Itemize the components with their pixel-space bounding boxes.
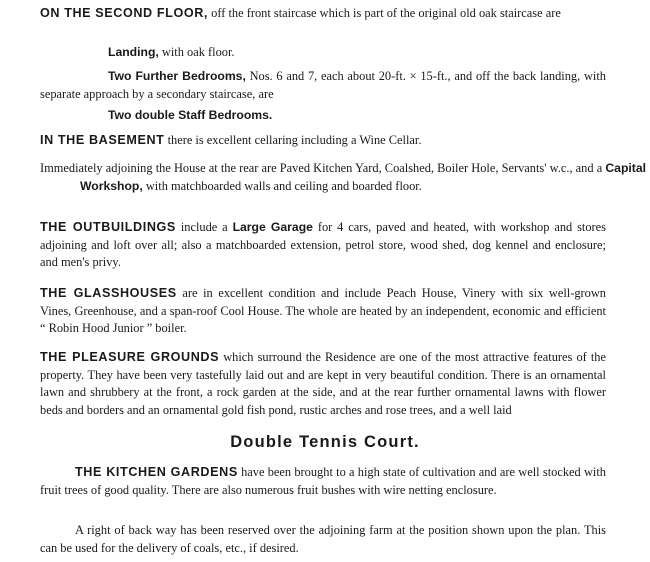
kitchen-gardens-heading: THE KITCHEN GARDENS	[75, 465, 238, 479]
second-floor-paragraph	[40, 5, 646, 23]
outbuildings-text-before: include a	[180, 220, 228, 234]
outbuildings-text-after: for 4 cars, paved and heated, with workshop and stores adjoining and loft over all; also a matchboarded extension, petrol store, wood shed, dog kennel and enclosure; and men's privy.	[40, 220, 607, 270]
pleasure-grounds-paragraph	[40, 349, 606, 419]
basement-text: there is excellent cellaring including a Wine Cellar.	[167, 133, 422, 147]
landing-paragraph	[108, 44, 608, 62]
workshop-label: Capital Workshop,	[80, 161, 646, 193]
right-of-way-text: A right of back way has been reserved over the adjoining farm at the position shown upon the plan. This can be used for the delivery of coals, etc., if desired.	[40, 523, 606, 555]
adjoining-text-before: Immediately adjoining the House at the rear are Paved Kitchen Yard, Coalshed, Boiler Hole, Servants' w.c., and a	[40, 161, 603, 175]
tennis-court-title: Double Tennis Court.	[230, 433, 420, 451]
glasshouses-text: are in excellent condition and include Peach House, Vinery with six well-grown Vines, Greenhouse, and a span-roof Cool House. The whole are heated by an independent, economic and efficient “ Robin Hood Junior ” boiler.	[40, 286, 606, 336]
basement-heading: IN THE BASEMENT	[40, 133, 165, 147]
staff-bedrooms-label: Two double Staff Bedrooms.	[108, 108, 273, 122]
landing-label: Landing,	[108, 45, 159, 59]
adjoining-text-after: with matchboarded walls and ceiling and boarded floor.	[145, 178, 422, 193]
kitchen-gardens-text: have been brought to a high state of cultivation and are well stocked with fruit trees of good quality. There are also numerous fruit bushes with wire netting enclosure.	[40, 465, 606, 497]
outbuildings-paragraph	[40, 219, 606, 272]
outbuildings-heading: THE OUTBUILDINGS	[40, 220, 176, 234]
glasshouses-paragraph	[40, 285, 606, 338]
kitchen-gardens-paragraph	[40, 464, 606, 499]
bedrooms-paragraph	[40, 68, 606, 103]
staff-bedrooms-paragraph	[108, 107, 608, 125]
bedrooms-text: Nos. 6 and 7, each about 20-ft. × 15-ft., and off the back landing, with separate approach by a secondary staircase, are	[40, 69, 606, 101]
pleasure-grounds-text: which surround the Residence are one of the most attractive features of the property. They have been very tastefully laid out and are kept in very beautiful condition. There is an ornamental lawn and shrubbery at the front, a rock garden at the side, and at the rear further ornamental lawns with flower beds and borders and an ornamental gold fish pond, rustic arches and rose trees, and a well laid	[40, 350, 606, 417]
right-of-way-paragraph	[40, 522, 606, 557]
adjoining-paragraph	[40, 160, 646, 195]
glasshouses-heading: THE GLASSHOUSES	[40, 286, 177, 300]
basement-paragraph	[40, 132, 610, 150]
garage-label: Large Garage	[232, 220, 313, 234]
landing-text: with oak floor.	[161, 45, 235, 59]
second-floor-heading: ON THE SECOND FLOOR,	[40, 6, 209, 20]
pleasure-grounds-heading: THE PLEASURE GROUNDS	[40, 350, 220, 364]
bedrooms-label: Two Further Bedrooms,	[108, 69, 246, 83]
second-floor-text: off the front staircase which is part of the original old oak staircase are	[211, 6, 561, 20]
